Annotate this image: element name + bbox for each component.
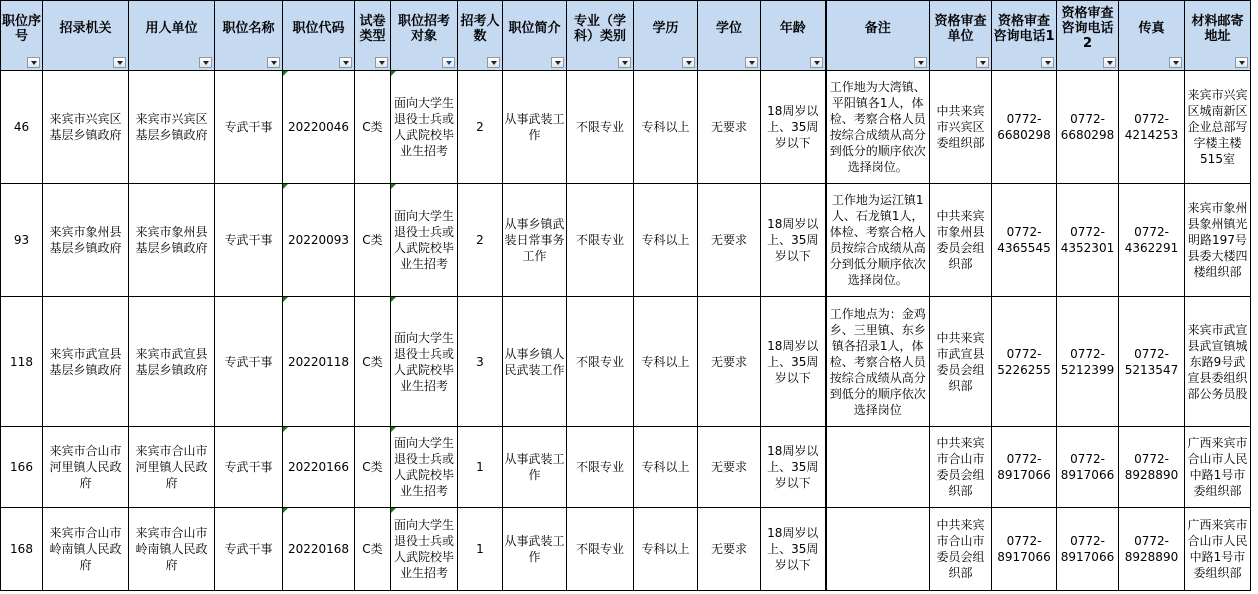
- cell-text: C类: [362, 542, 383, 556]
- col-header-seq: [1, 1, 43, 71]
- cell-review-unit[interactable]: [930, 184, 992, 297]
- cell-text: 从事武装工作: [504, 452, 565, 482]
- cell-text: 不限专业: [575, 233, 624, 247]
- cell-text: 来宾市武宣县基层乡镇政府: [49, 346, 122, 377]
- col-header-target: [391, 1, 458, 71]
- cell-phone1[interactable]: [992, 184, 1057, 297]
- cell-text: 专科以上: [641, 120, 690, 134]
- header-label: 试卷类型: [359, 13, 386, 44]
- col-header-phone2: [1057, 1, 1119, 71]
- cell-text: 专武干事: [224, 120, 273, 134]
- header-label: 职位简介: [508, 21, 561, 36]
- cell-text: C类: [362, 460, 383, 474]
- cell-text: 0772-4214253: [1124, 112, 1179, 142]
- cell-text: 0772-8917066: [997, 534, 1051, 564]
- cell-text: 工作地为大湾镇、平阳镇各1人，体检、考察合格人员按综合成绩从高分到低分的顺序依次选择岗位。: [829, 80, 926, 174]
- filter-dropdown-icon[interactable]: [551, 57, 564, 68]
- cell-phone2[interactable]: [1057, 508, 1119, 591]
- header-label: 资格审查咨询电话1: [993, 13, 1055, 44]
- cell-text: 面向大学生退役士兵或人武院校毕业生招考: [393, 330, 454, 393]
- filter-dropdown-icon[interactable]: [1103, 57, 1116, 68]
- cell-text: 来宾市合山市河里镇人民政府: [135, 444, 208, 490]
- cell-education[interactable]: [634, 427, 698, 508]
- filter-dropdown-icon[interactable]: [810, 57, 823, 68]
- cell-education[interactable]: [634, 297, 698, 427]
- cell-text: 来宾市象州县象州镇光明路197号县委大楼四楼组织部: [1187, 201, 1248, 279]
- cell-text: 0772-4362291: [1124, 225, 1179, 255]
- cell-text: 2: [476, 120, 484, 134]
- header-label: 职位名称: [222, 21, 275, 36]
- cell-text: 来宾市象州县基层乡镇政府: [49, 225, 122, 255]
- cell-text: 面向大学生退役士兵或人武院校毕业生招考: [393, 518, 454, 580]
- cell-fax[interactable]: [1119, 508, 1185, 591]
- cell-education[interactable]: [634, 184, 698, 297]
- cell-phone1[interactable]: [992, 297, 1057, 427]
- cell-text: 166: [10, 460, 33, 474]
- cell-text: 从事武装工作: [504, 112, 565, 142]
- cell-text: 0772-8928890: [1124, 534, 1179, 564]
- cell-text: 广西来宾市合山市人民中路1号市委组织部: [1187, 436, 1248, 498]
- cell-address[interactable]: [1185, 508, 1251, 591]
- col-header-degree: [698, 1, 761, 71]
- cell-target[interactable]: [391, 184, 458, 297]
- col-header-position-code: [283, 1, 355, 71]
- cell-address[interactable]: [1185, 184, 1251, 297]
- cell-text: 18周岁以上、35周岁以下: [767, 338, 819, 385]
- cell-position-code[interactable]: [283, 184, 355, 297]
- cell-count[interactable]: [458, 297, 503, 427]
- table-row: [1, 297, 1251, 427]
- cell-text: 20220093: [287, 233, 350, 247]
- filter-dropdown-icon[interactable]: [199, 57, 212, 68]
- header-label: 专业（学科）类别: [573, 13, 626, 44]
- cell-text: 0772-6680298: [997, 112, 1051, 142]
- col-header-fax: [1119, 1, 1185, 71]
- filter-active-icon[interactable]: [442, 57, 455, 68]
- cell-intro[interactable]: [503, 508, 567, 591]
- cell-phone1[interactable]: [992, 427, 1057, 508]
- cell-text: 3: [476, 354, 484, 369]
- cell-text: 0772-5226255: [997, 346, 1051, 377]
- cell-employer[interactable]: [129, 508, 215, 591]
- col-header-count: [458, 1, 503, 71]
- cell-text: 20220118: [287, 354, 350, 369]
- col-header-position-name: [215, 1, 283, 71]
- cell-phone1[interactable]: [992, 71, 1057, 184]
- cell-major[interactable]: [567, 297, 634, 427]
- cell-text: 面向大学生退役士兵或人武院校毕业生招考: [393, 436, 454, 498]
- cell-degree[interactable]: [698, 427, 761, 508]
- cell-text: 专科以上: [641, 354, 690, 369]
- cell-position-name[interactable]: [215, 71, 283, 184]
- cell-address[interactable]: [1185, 71, 1251, 184]
- cell-text: 0772-4352301: [1060, 225, 1115, 255]
- filter-dropdown-icon[interactable]: [487, 57, 500, 68]
- header-label: 年龄: [779, 21, 806, 36]
- filter-dropdown-icon[interactable]: [1235, 57, 1248, 68]
- cell-age[interactable]: [761, 427, 826, 508]
- cell-remarks[interactable]: [826, 427, 930, 508]
- cell-text: 0772-8928890: [1124, 452, 1179, 482]
- cell-text: 无要求: [710, 233, 747, 247]
- cell-agency[interactable]: [43, 297, 129, 427]
- header-label: 职位代码: [292, 21, 345, 36]
- col-header-remarks: [826, 1, 930, 71]
- cell-text: 20220046: [287, 120, 350, 134]
- cell-text: 专武干事: [224, 460, 273, 474]
- cell-text: 专武干事: [224, 354, 273, 369]
- cell-seq[interactable]: [1, 184, 43, 297]
- cell-text: 无要求: [710, 542, 747, 556]
- cell-text: 无要求: [710, 354, 747, 369]
- cell-text: 面向大学生退役士兵或人武院校毕业生招考: [393, 96, 454, 158]
- cell-text: 不限专业: [575, 354, 624, 369]
- cell-text: 18周岁以上、35周岁以下: [767, 444, 819, 490]
- header-label: 招录机关: [59, 21, 112, 36]
- cell-text: 不限专业: [575, 542, 624, 556]
- cell-text: 来宾市合山市岭南镇人民政府: [135, 526, 208, 572]
- cell-remarks[interactable]: [826, 71, 930, 184]
- cell-employer[interactable]: [129, 297, 215, 427]
- cell-text: 来宾市兴宾区基层乡镇政府: [49, 112, 122, 142]
- cell-age[interactable]: [761, 508, 826, 591]
- cell-agency[interactable]: [43, 71, 129, 184]
- filter-dropdown-icon[interactable]: [976, 57, 989, 68]
- cell-phone2[interactable]: [1057, 297, 1119, 427]
- cell-text: 中共来宾市合山市委员会组织部: [936, 436, 985, 498]
- cell-count[interactable]: [458, 71, 503, 184]
- cell-text: 20220166: [287, 460, 350, 474]
- header-label: 招考人数: [460, 13, 500, 44]
- cell-text: 工作地为运江镇1人、石龙镇1人，体检、考察合格人员按综合成绩从高分到低分顺序依次选择岗位。: [829, 193, 926, 287]
- cell-text: 0772-8917066: [1060, 452, 1115, 482]
- filter-dropdown-icon[interactable]: [914, 57, 927, 68]
- col-header-review-unit: [930, 1, 992, 71]
- cell-major[interactable]: [567, 427, 634, 508]
- cell-age[interactable]: [761, 184, 826, 297]
- cell-text: 2: [476, 233, 484, 247]
- cell-text: 0772-5212399: [1060, 346, 1115, 377]
- cell-employer[interactable]: [129, 427, 215, 508]
- header-label: 学历: [652, 21, 679, 36]
- cell-position-name[interactable]: [215, 297, 283, 427]
- cell-text: 专武干事: [224, 542, 273, 556]
- cell-text: C类: [362, 120, 383, 134]
- cell-education[interactable]: [634, 71, 698, 184]
- cell-review-unit[interactable]: [930, 427, 992, 508]
- cell-phone1[interactable]: [992, 508, 1057, 591]
- col-header-employer: [129, 1, 215, 71]
- cell-seq[interactable]: [1, 508, 43, 591]
- cell-text: 来宾市合山市岭南镇人民政府: [49, 526, 122, 572]
- cell-text: 无要求: [710, 460, 747, 474]
- cell-exam-type[interactable]: [355, 71, 391, 184]
- filter-dropdown-icon[interactable]: [745, 57, 758, 68]
- cell-text: 专科以上: [641, 542, 690, 556]
- cell-education[interactable]: [634, 508, 698, 591]
- cell-text: 118: [10, 354, 33, 369]
- header-label: 职位序号: [2, 13, 42, 44]
- cell-text: 93: [13, 233, 30, 247]
- cell-position-code[interactable]: [283, 427, 355, 508]
- cell-agency[interactable]: [43, 427, 129, 508]
- cell-text: 来宾市兴宾区城南新区企业总部写字楼主楼515室: [1187, 88, 1248, 166]
- cell-target[interactable]: [391, 508, 458, 591]
- col-header-major: [567, 1, 634, 71]
- header-label: 传真: [1138, 21, 1165, 36]
- filter-dropdown-icon[interactable]: [27, 57, 40, 68]
- cell-seq[interactable]: [1, 71, 43, 184]
- cell-text: 来宾市合山市河里镇人民政府: [49, 444, 122, 490]
- cell-text: 无要求: [710, 120, 747, 134]
- cell-text: 来宾市武宣县武宣镇城东路9号武宣县委组织部公务员股: [1187, 322, 1248, 401]
- header-label: 资格审查咨询电话2: [1061, 6, 1114, 51]
- cell-text: C类: [362, 233, 383, 247]
- header-label: 材料邮寄地址: [1191, 13, 1244, 44]
- cell-text: 18周岁以上、35周岁以下: [767, 526, 819, 572]
- col-header-address: [1185, 1, 1251, 71]
- cell-phone2[interactable]: [1057, 71, 1119, 184]
- cell-target[interactable]: [391, 71, 458, 184]
- cell-major[interactable]: [567, 71, 634, 184]
- col-header-age: [761, 1, 826, 71]
- cell-exam-type[interactable]: [355, 427, 391, 508]
- cell-text: 从事乡镇武装日常事务工作: [504, 217, 565, 263]
- cell-agency[interactable]: [43, 184, 129, 297]
- cell-text: 168: [10, 542, 33, 556]
- cell-degree[interactable]: [698, 508, 761, 591]
- cell-address[interactable]: [1185, 427, 1251, 508]
- cell-degree[interactable]: [698, 297, 761, 427]
- cell-text: 专科以上: [641, 233, 690, 247]
- cell-intro[interactable]: [503, 71, 567, 184]
- cell-position-code[interactable]: [283, 71, 355, 184]
- col-header-phone1: [992, 1, 1057, 71]
- header-label: 学位: [715, 21, 742, 36]
- filter-dropdown-icon[interactable]: [618, 57, 631, 68]
- filter-dropdown-icon[interactable]: [113, 57, 126, 68]
- cell-review-unit[interactable]: [930, 297, 992, 427]
- cell-count[interactable]: [458, 427, 503, 508]
- cell-position-code[interactable]: [283, 297, 355, 427]
- cell-seq[interactable]: [1, 297, 43, 427]
- cell-remarks[interactable]: [826, 508, 930, 591]
- cell-address[interactable]: [1185, 297, 1251, 427]
- cell-exam-type[interactable]: [355, 297, 391, 427]
- header-label: 职位招考对象: [397, 13, 450, 44]
- cell-text: 中共来宾市兴宾区委组织部: [936, 104, 985, 150]
- cell-text: 来宾市武宣县基层乡镇政府: [135, 346, 208, 377]
- cell-text: 0772-8917066: [1060, 534, 1115, 564]
- cell-text: 中共来宾市合山市委员会组织部: [936, 518, 985, 580]
- cell-degree[interactable]: [698, 184, 761, 297]
- cell-major[interactable]: [567, 508, 634, 591]
- cell-text: 中共来宾市象州县委员会组织部: [936, 209, 985, 271]
- cell-position-name[interactable]: [215, 508, 283, 591]
- cell-remarks[interactable]: [826, 184, 930, 297]
- col-header-exam-type: [355, 1, 391, 71]
- cell-text: 面向大学生退役士兵或人武院校毕业生招考: [393, 209, 454, 271]
- cell-text: 中共来宾市武宣县委员会组织部: [936, 330, 985, 393]
- cell-text: 专武干事: [224, 233, 273, 247]
- cell-text: 来宾市象州县基层乡镇政府: [135, 225, 208, 255]
- cell-remarks[interactable]: [826, 297, 930, 427]
- cell-text: C类: [362, 354, 383, 369]
- cell-exam-type[interactable]: [355, 184, 391, 297]
- cell-review-unit[interactable]: [930, 508, 992, 591]
- header-label: 备注: [864, 21, 891, 36]
- cell-text: 0772-6680298: [1060, 112, 1115, 142]
- cell-agency[interactable]: [43, 508, 129, 591]
- cell-fax[interactable]: [1119, 71, 1185, 184]
- cell-text: 18周岁以上、35周岁以下: [767, 104, 819, 150]
- cell-phone2[interactable]: [1057, 184, 1119, 297]
- cell-age[interactable]: [761, 71, 826, 184]
- filter-dropdown-icon[interactable]: [267, 57, 280, 68]
- cell-count[interactable]: [458, 508, 503, 591]
- cell-employer[interactable]: [129, 184, 215, 297]
- cell-intro[interactable]: [503, 427, 567, 508]
- cell-text: 18周岁以上、35周岁以下: [767, 217, 819, 263]
- cell-text: 来宾市兴宾区基层乡镇政府: [135, 112, 208, 142]
- cell-text: 专科以上: [641, 460, 690, 474]
- cell-target[interactable]: [391, 297, 458, 427]
- filter-dropdown-icon[interactable]: [1169, 57, 1182, 68]
- filter-dropdown-icon[interactable]: [1041, 57, 1054, 68]
- cell-text: 20220168: [287, 542, 350, 556]
- cell-text: 不限专业: [575, 120, 624, 134]
- cell-target[interactable]: [391, 427, 458, 508]
- cell-text: 0772-4365545: [997, 225, 1051, 255]
- cell-intro[interactable]: [503, 184, 567, 297]
- cell-position-code[interactable]: [283, 508, 355, 591]
- table-row: [1, 71, 1251, 184]
- table-row: [1, 427, 1251, 508]
- cell-text: 1: [476, 542, 484, 556]
- cell-exam-type[interactable]: [355, 508, 391, 591]
- cell-major[interactable]: [567, 184, 634, 297]
- cell-text: 工作地点为：金鸡乡、三里镇、东乡镇各招录1人，体检、考察合格人员按综合成绩从高分到低分的顺序依次选择岗位: [829, 306, 926, 417]
- cell-fax[interactable]: [1119, 427, 1185, 508]
- cell-employer[interactable]: [129, 71, 215, 184]
- table-row: [1, 508, 1251, 591]
- cell-text: 不限专业: [575, 460, 624, 474]
- cell-position-name[interactable]: [215, 427, 283, 508]
- header-row: [1, 1, 1251, 71]
- cell-phone2[interactable]: [1057, 427, 1119, 508]
- table-row: [1, 184, 1251, 297]
- cell-age[interactable]: [761, 297, 826, 427]
- col-header-education: [634, 1, 698, 71]
- col-header-intro: [503, 1, 567, 71]
- filter-dropdown-icon[interactable]: [682, 57, 695, 68]
- cell-text: 广西来宾市合山市人民中路1号市委组织部: [1187, 518, 1248, 580]
- cell-text: 从事乡镇人民武装工作: [504, 346, 565, 377]
- cell-fax[interactable]: [1119, 184, 1185, 297]
- filter-dropdown-icon[interactable]: [375, 57, 388, 68]
- cell-fax[interactable]: [1119, 297, 1185, 427]
- header-label: 资格审查单位: [934, 13, 987, 44]
- cell-text: 0772-8917066: [997, 452, 1051, 482]
- cell-text: 0772-5213547: [1124, 346, 1179, 377]
- cell-text: 从事武装工作: [504, 534, 565, 564]
- cell-text: 1: [476, 460, 484, 474]
- header-label: 用人单位: [145, 21, 198, 36]
- cell-seq[interactable]: [1, 427, 43, 508]
- cell-count[interactable]: [458, 184, 503, 297]
- col-header-agency: [43, 1, 129, 71]
- cell-review-unit[interactable]: [930, 71, 992, 184]
- cell-position-name[interactable]: [215, 184, 283, 297]
- cell-degree[interactable]: [698, 71, 761, 184]
- filter-dropdown-icon[interactable]: [339, 57, 352, 68]
- cell-intro[interactable]: [503, 297, 567, 427]
- cell-text: 46: [13, 120, 30, 134]
